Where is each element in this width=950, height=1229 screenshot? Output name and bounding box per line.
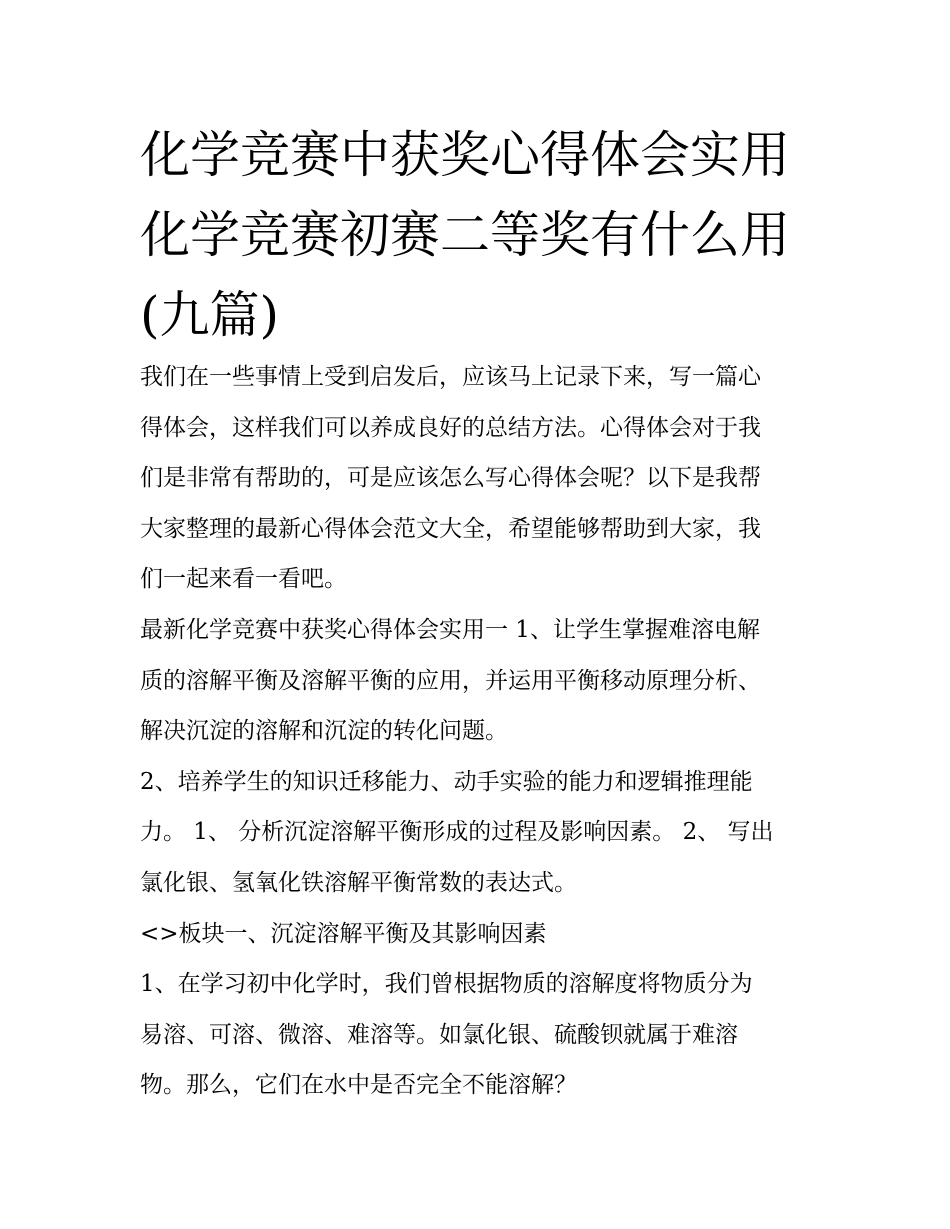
title-line: (九篇) — [140, 286, 280, 344]
section-heading: <>板块一、沉淀溶解平衡及其影响因素 — [140, 920, 547, 947]
text-line: 大家整理的最新心得体会范文大全，希望能够帮助到大家，我 — [140, 515, 761, 542]
text-line: 我们在一些事情上受到启发后，应该马上记录下来，写一篇心 — [140, 364, 761, 390]
paragraph-section-heading — [140, 909, 820, 960]
text-line: 物。那么，它们在水中是否完全不能溶解？ — [140, 1072, 577, 1099]
text-line: 氯化银、氢氧化铁溶解平衡常数的表达式。 — [140, 869, 577, 896]
paragraph-intro — [140, 352, 820, 605]
title-line: 化学竞赛初赛二等奖有什么用 — [140, 206, 790, 264]
text-line: 解决沉淀的溶解和沉淀的转化问题。 — [140, 718, 508, 745]
text-line: 质的溶解平衡及溶解平衡的应用，并运用平衡移动原理分析、 — [140, 667, 761, 694]
text-line: 力。 1、 分析沉淀溶解平衡形成的过程及影响因素。 2、 写出 — [140, 819, 774, 846]
text-line: 最新化学竞赛中获奖心得体会实用一 1、让学生掌握难溶电解 — [140, 616, 760, 643]
text-line: 们是非常有帮助的，可是应该怎么写心得体会呢？以下是我帮 — [140, 465, 761, 492]
document-title — [140, 115, 840, 355]
text-line: 得体会，这样我们可以养成良好的总结方法。心得体会对于我 — [140, 414, 761, 441]
title-line: 化学竞赛中获奖心得体会实用 — [140, 126, 790, 184]
text-line: 们一起来看一看吧。 — [140, 566, 347, 593]
paragraph-objective-1 — [140, 605, 820, 757]
text-line: 2、培养学生的知识迁移能力、动手实验的能力和逻辑推理能 — [140, 768, 753, 795]
document-body — [140, 352, 820, 1111]
paragraph-question — [140, 959, 820, 1111]
text-line: 1、在学习初中化学时，我们曾根据物质的溶解度将物质分为 — [140, 971, 753, 998]
text-line: 易溶、可溶、微溶、难溶等。如氯化银、硫酸钡就属于难溶 — [140, 1021, 738, 1048]
paragraph-objective-2 — [140, 757, 820, 909]
